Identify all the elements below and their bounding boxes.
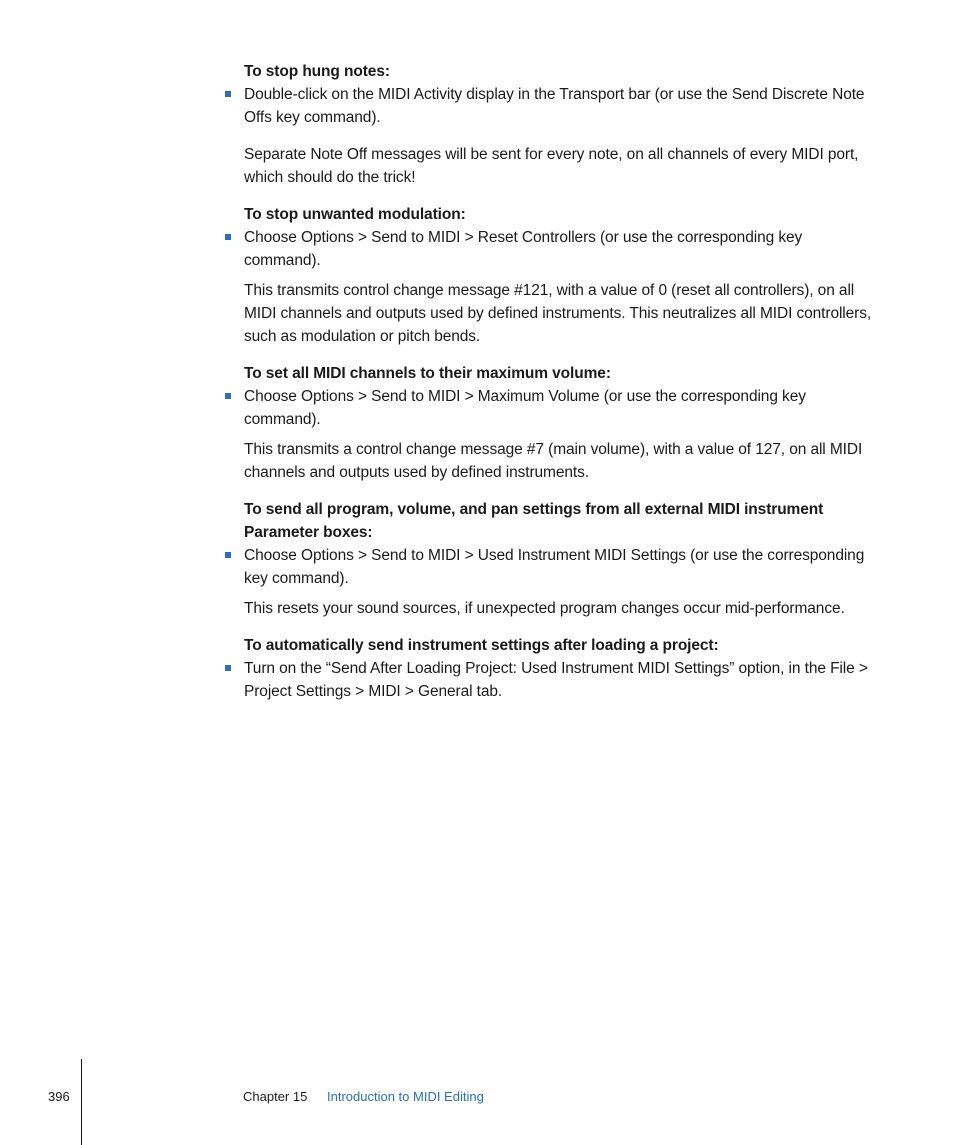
bullet-item (224, 226, 874, 272)
bullet-item (224, 657, 874, 703)
bullet-square-icon (225, 665, 231, 671)
bullet-item (224, 544, 874, 590)
section-heading: To stop hung notes: (244, 63, 390, 80)
section-heading: To send all program, volume, and pan settings from all external MIDI instrument Parameter boxes: (244, 501, 824, 541)
body-paragraph: This resets your sound sources, if unexpected program changes occur mid-performance. (244, 600, 845, 617)
bullet-square-icon (225, 393, 231, 399)
bullet-text: Choose Options > Send to MIDI > Reset Controllers (or use the corresponding key command). (244, 229, 803, 269)
section-heading: To automatically send instrument settings after loading a project: (244, 637, 719, 654)
bullet-text: Double-click on the MIDI Activity display in the Transport bar (or use the Send Discrete Note Offs key command). (244, 86, 865, 126)
body-paragraph: This transmits a control change message #7 (main volume), with a value of 127, on all MIDI channels and outputs used by defined instruments. (244, 441, 863, 481)
section-heading: To stop unwanted modulation: (244, 206, 466, 223)
bullet-text: Choose Options > Send to MIDI > Used Instrument MIDI Settings (or use the corresponding key command). (244, 547, 865, 587)
bullet-item (224, 83, 874, 129)
section-heading: To set all MIDI channels to their maximum volume: (244, 365, 611, 382)
body-paragraph: Separate Note Off messages will be sent for every note, on all channels of every MIDI port, which should do the trick! (244, 146, 859, 186)
bullet-text: Choose Options > Send to MIDI > Maximum Volume (or use the corresponding key command). (244, 388, 806, 428)
bullet-item (224, 385, 874, 431)
footer-chapter-title: Introduction to MIDI Editing (327, 1089, 484, 1104)
bullet-square-icon (225, 91, 231, 97)
bullet-square-icon (225, 234, 231, 240)
bullet-text: Turn on the “Send After Loading Project: Used Instrument MIDI Settings” option, in the File > Project Settings > MIDI > General tab. (244, 660, 868, 700)
page-content (224, 60, 874, 703)
page-number: 396 (48, 1089, 70, 1104)
footer-divider (81, 1059, 82, 1145)
footer-chapter-label: Chapter 15 (243, 1089, 308, 1104)
body-paragraph: This transmits control change message #121, with a value of 0 (reset all controllers), on all MIDI channels and outputs used by defined instruments. This neutralizes all MIDI controllers, such as modulation or pitch bends. (244, 282, 872, 345)
bullet-square-icon (225, 552, 231, 558)
